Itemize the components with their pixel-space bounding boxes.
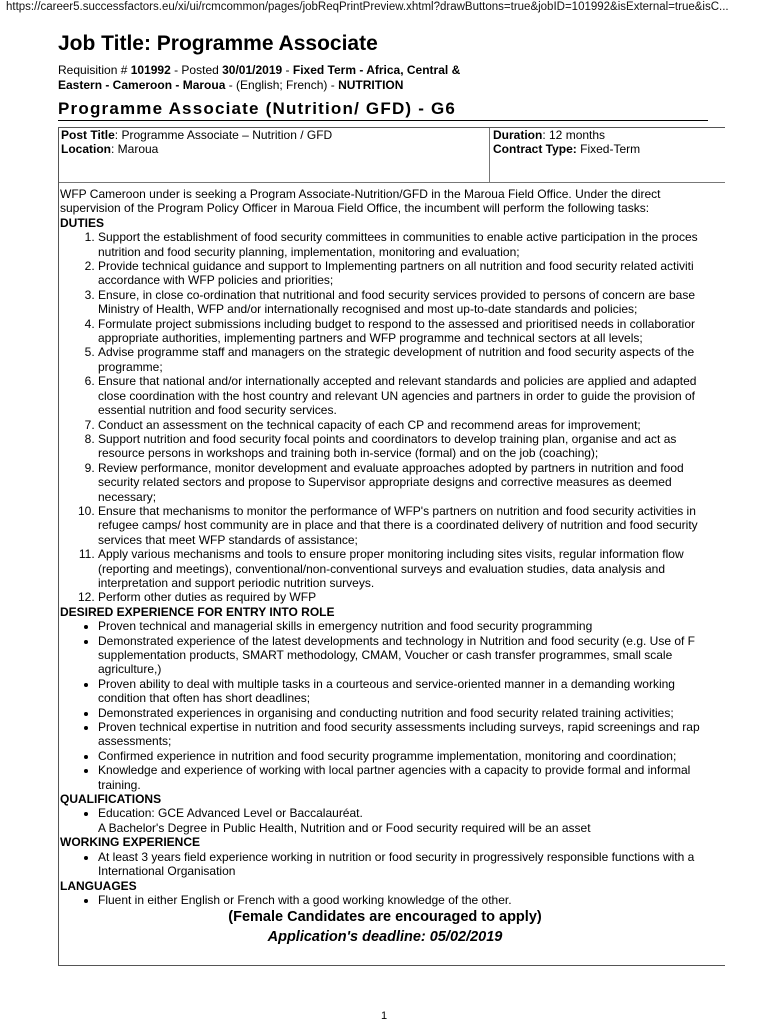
working-experience-heading: WORKING EXPERIENCE <box>60 835 201 850</box>
languages-heading: LANGUAGES <box>60 878 137 893</box>
job-title: Job Title: Programme Associate <box>58 32 378 55</box>
experience-list <box>60 619 725 792</box>
list-item-line: 6. Ensure that national and/or internationally accepted and relevant standards and policies are applied and adapted <box>98 374 697 389</box>
list-item <box>98 590 725 604</box>
list-item-line: programme; <box>98 359 163 374</box>
duties-list <box>60 230 725 605</box>
job-category: NUTRITION <box>338 77 404 92</box>
list-item <box>98 749 725 763</box>
posted-label: - Posted <box>170 63 223 77</box>
list-item-line: International Organisation <box>98 864 236 879</box>
list-item-line: nutrition and food security planning, implementation, monitoring and evaluation; <box>98 244 520 259</box>
post-meta-left <box>59 128 490 182</box>
list-item <box>98 763 725 792</box>
languages-list <box>60 893 725 907</box>
qualifications-list <box>60 806 725 835</box>
list-item-line: essential nutrition and food security services. <box>98 403 337 418</box>
region: Eastern - Cameroon - Maroua <box>58 77 226 92</box>
list-item-line: • Proven technical and managerial skills in emergency nutrition and food security programming <box>98 619 593 634</box>
list-item-line: close coordination with the host country and relevant UN agencies and partners in order to guide the provision of <box>98 388 696 403</box>
list-item <box>98 418 725 432</box>
list-item-line: interpretation and support periodic nutrition surveys. <box>98 575 375 590</box>
list-item-line: services that meet WFP standards of assistance; <box>98 532 358 547</box>
list-item-line: training. <box>98 777 141 792</box>
list-item <box>98 634 725 677</box>
list-item <box>98 806 725 835</box>
working-experience-list <box>60 850 725 879</box>
list-item-line: • Education: GCE Advanced Level or Baccalauréat. <box>98 806 363 821</box>
posted-date: 30/01/2019 <box>222 63 283 77</box>
post-title-value: : Programme Associate – Nutrition / GFD <box>114 128 333 142</box>
list-item-line: 1. Support the establishment of food security committees in communities to enable active participation in the proces <box>98 230 698 245</box>
list-item-line: • Fluent in either English or French with a good working knowledge of the other. <box>98 892 512 907</box>
list-item <box>98 345 725 374</box>
list-item-line: necessary; <box>98 489 157 504</box>
list-item <box>98 893 725 907</box>
list-item <box>98 677 725 706</box>
requisition-label: Requisition # <box>58 63 131 77</box>
list-item-line: agriculture,) <box>98 662 162 677</box>
list-item-line: 12. Perform other duties as required by WFP <box>98 590 317 605</box>
location-value: : Maroua <box>111 142 159 157</box>
list-item <box>98 706 725 720</box>
location-row <box>61 142 487 156</box>
list-item-line: • Proven ability to deal with multiple tasks in a courteous and service-oriented manner in a demanding working <box>98 676 675 691</box>
separator: - <box>282 63 293 77</box>
list-item <box>98 547 725 590</box>
list-item-line: assessments; <box>98 734 172 749</box>
list-item <box>98 288 725 317</box>
list-item <box>98 850 725 879</box>
female-candidates-note: (Female Candidates are encouraged to apply) <box>228 909 542 926</box>
page-number: 1 <box>380 1010 388 1022</box>
qualifications-heading: QUALIFICATIONS <box>60 792 162 807</box>
list-item <box>98 461 725 504</box>
list-item-line: • Demonstrated experience of the latest developments and technology in Nutrition and food security (e.g. Use of F <box>98 633 695 648</box>
list-item-line: accordance with WFP policies and priorities; <box>98 273 334 288</box>
list-item-line: • Knowledge and experience of working with local partner agencies with a capacity to provide formal and informal <box>98 763 691 778</box>
list-item <box>98 374 725 417</box>
requisition-info <box>58 63 528 92</box>
list-item <box>98 432 725 461</box>
contract-type-row <box>493 142 723 156</box>
duration-row <box>493 128 723 142</box>
list-item-line: security related sectors and propose to Supervisor appropriate designs and corrective measures as deemed <box>98 475 672 490</box>
post-meta-right <box>490 128 725 182</box>
list-item-line: 7. Conduct an assessment on the technical capacity of each CP and recommend areas for improvement; <box>98 417 641 432</box>
print-url-header: https://career5.successfactors.eu/xi/ui/rcmcommon/pages/jobReqPrintPreview.xhtml?drawButtons=true&jobID=101992&isExternal=true&isC... <box>6 1 729 13</box>
list-item-line: 11. Apply various mechanisms and tools to ensure proper monitoring including sites visits, regular information flow <box>98 547 684 562</box>
contract-type-value: Fixed-Term <box>576 142 641 157</box>
list-item <box>98 504 725 547</box>
list-item-line: 10. Ensure that mechanisms to monitor the performance of WFP's partners on nutrition and food security activities in <box>98 503 696 518</box>
list-item-line: • Proven technical expertise in nutrition and food security assessments including surveys, rapid screenings and rap <box>98 720 700 735</box>
list-item <box>98 619 725 633</box>
list-item-line: condition that often has short deadlines; <box>98 691 311 706</box>
list-item-line: resource persons in workshops and training both in-service (formal) and on the job (coaching); <box>98 446 599 461</box>
requisition-number: 101992 <box>130 63 171 77</box>
list-item-line: 3. Ensure, in close co-ordination that nutritional and food security services provided to persons of concern are base <box>98 287 695 302</box>
list-item-line: 2. Provide technical guidance and support to Implementing partners on all nutrition and food security related activiti <box>98 259 694 274</box>
list-item-line: 8. Support nutrition and food security focal points and coordinators to develop training plan, organise and act as <box>98 431 677 446</box>
intro-paragraph <box>60 187 725 216</box>
experience-heading: DESIRED EXPERIENCE FOR ENTRY INTO ROLE <box>60 604 335 619</box>
post-title-key: Post Title <box>61 128 115 142</box>
contract-type-key: Contract Type: <box>493 142 577 157</box>
description-body <box>59 187 725 947</box>
list-item <box>98 317 725 346</box>
duration-key: Duration <box>493 128 543 142</box>
list-item-line: • Confirmed experience in nutrition and food security programme implementation, monitoring and coordination; <box>98 748 677 763</box>
posting-title: Programme Associate (Nutrition/ GFD) - G6 <box>58 99 457 118</box>
duration-value: : 12 months <box>542 128 606 142</box>
list-item-line: (reporting and meetings), conventional/non-conventional surveys and evaluation studies, data analysis and <box>98 561 666 576</box>
list-item <box>98 259 725 288</box>
contract-term: Fixed Term - Africa, Central & <box>292 63 461 77</box>
list-item-line: • Demonstrated experiences in organising and conducting nutrition and food security related training activities; <box>98 705 674 720</box>
list-item-line: 5. Advise programme staff and managers on the strategic development of nutrition and food security aspects of the <box>98 345 695 360</box>
list-item-line: A Bachelor's Degree in Public Health, Nutrition and or Food security required will be an asset <box>98 820 591 835</box>
intro-line: supervision of the Program Policy Officer in Maroua Field Office, the incumbent will perform the following tasks: <box>60 201 650 216</box>
job-description-frame <box>58 127 725 966</box>
duties-heading: DUTIES <box>60 215 105 230</box>
application-deadline: Application's deadline: 05/02/2019 <box>267 929 503 946</box>
list-item <box>98 720 725 749</box>
list-item-line: 9. Review performance, monitor development and evaluate approaches adopted by partners in nutrition and food <box>98 460 684 475</box>
location-key: Location <box>61 142 111 157</box>
list-item-line: Ministry of Health, WFP and/or internationally recognised and most up-to-date standards and policies; <box>98 302 638 317</box>
title-rule <box>58 120 708 121</box>
language-tags: - (English; French) - <box>225 77 339 92</box>
intro-line: WFP Cameroon under is seeking a Program Associate-Nutrition/GFD in the Maroua Field Office. Under the direct <box>60 187 661 201</box>
post-title-row <box>61 128 487 142</box>
list-item-line: 4. Formulate project submissions including budget to respond to the assessed and prioritised needs in collaboratior <box>98 316 696 331</box>
list-item <box>98 230 725 259</box>
post-meta-table <box>59 128 725 183</box>
list-item-line: supplementation products, SMART methodology, CMAM, Voucher or cash transfer programmes, small scale <box>98 648 673 662</box>
list-item-line: appropriate authorities, implementing partners and WFP programme and technical sectors at all levels; <box>98 331 643 346</box>
list-item-line: • At least 3 years field experience working in nutrition or food security in progressively responsible functions with a <box>98 849 695 864</box>
list-item-line: refugee camps/ host community are in place and that there is a coordinated delivery of nutrition and food security <box>98 518 698 533</box>
